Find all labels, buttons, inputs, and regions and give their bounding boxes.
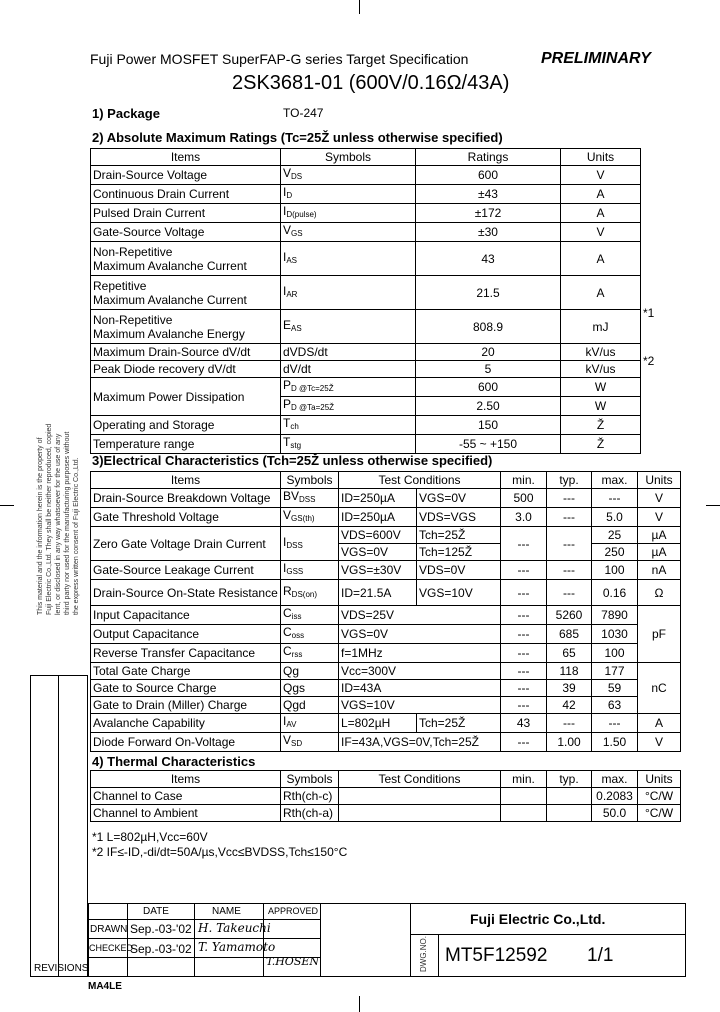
- table-row: Input Capacitance $C_{iss}$ VDS=25V --- 5260 7890 pF: [91, 606, 681, 625]
- table-row: Operating and Storage $T_{ch}$ 150 Ž: [91, 416, 641, 435]
- table-row: Reverse Transfer Capacitance $C_{rss}$ f=1MHz --- 65 100: [91, 644, 681, 663]
- table-row: Avalanche Capability $I_{AV}$ L=802µH Tch=25Ž 43 --- --- A: [91, 714, 681, 733]
- table-row: Peak Diode recovery dV/dt dV/dt 5 kV/us: [91, 361, 641, 378]
- abs-max-table: [90, 148, 641, 454]
- col-items: Items: [91, 149, 281, 166]
- table-row: Pulsed Drain Current $I_{D(pulse)}$ ±172 A: [91, 204, 641, 223]
- registration-mark-left: [0, 505, 14, 506]
- table-row: Non-Repetitive Maximum Avalanche Current $I_{AS}$ 43 A: [91, 242, 641, 276]
- checked-date: Sep.-03-'02: [130, 942, 192, 956]
- thermal-table: Items Symbols Test Conditions min. typ. max. Units Channel to Case Rth(ch-c) 0.2083 °C/W Channel to Ambient Rth(ch-a) 50.0 °C/W: [90, 770, 681, 822]
- thermal-heading: 4) Thermal Characteristics: [92, 754, 256, 769]
- drawing-number: MT5F12592: [445, 945, 548, 966]
- drawn-signature: H. Takeuchi: [198, 921, 271, 935]
- table-row: Drain-Source On-State Resistance $R_{DS(on)}$ ID=21.5A VGS=10V --- --- 0.16 Ω: [91, 580, 681, 606]
- table-row: Channel to Case Rth(ch-c) 0.2083 °C/W: [91, 788, 681, 805]
- col-units: Units: [561, 149, 641, 166]
- approved-signature: T.HOSEN: [266, 955, 320, 968]
- table-row: Output Capacitance $C_{oss}$ VGS=0V --- 685 1030: [91, 625, 681, 644]
- company-name: Fuji Electric Co.,Ltd.: [470, 911, 606, 927]
- package-heading: 1) Package: [92, 106, 160, 121]
- col-symbols: Symbols: [281, 149, 416, 166]
- checked-label: CHECKED: [89, 943, 134, 953]
- table-row: Temperature range $T_{stg}$ -55 ~ +150 Ž: [91, 435, 641, 454]
- elec-heading: 3)Electrical Characteristics (Tch=25Ž unless otherwise specified): [92, 453, 493, 468]
- table-row: Continuous Drain Current $I_D$ ±43 A: [91, 185, 641, 204]
- dwg-label: DWG.NO.: [419, 936, 428, 972]
- package-value: TO-247: [283, 106, 324, 120]
- table-row: Non-Repetitive Maximum Avalanche Energy $E_{AS}$ 808.9 mJ: [91, 310, 641, 344]
- revisions-label: REVISIONS: [34, 963, 89, 974]
- table-row: Drain-Source Breakdown Voltage $BV_{DSS}$ ID=250µA VGS=0V 500 --- --- V: [91, 489, 681, 508]
- note-2: *2 IF≤-ID,-di/dt=50A/µs,Vcc≤BVDSS,Tch≤150°C: [92, 845, 348, 859]
- title-line: Fuji Power MOSFET SuperFAP-G series Target Specification: [90, 51, 469, 67]
- form-code: MA4LE: [88, 981, 122, 992]
- table-row: Drain-Source Voltage $V_{DS}$ 600 V: [91, 166, 641, 185]
- table-row: Channel to Ambient Rth(ch-a) 50.0 °C/W: [91, 805, 681, 822]
- table-row: Gate-Source Leakage Current $I_{GSS}$ VGS=±30V VDS=0V --- --- 100 nA: [91, 561, 681, 580]
- drawn-label: DRAWN: [90, 924, 128, 935]
- revisions-strip: [30, 675, 88, 977]
- table-row: Maximum Drain-Source dV/dt dVDS/dt 20 kV/us: [91, 344, 641, 361]
- note-1: *1 L=802µH,Vcc=60V: [92, 830, 208, 844]
- checked-signature: T. Yamamoto: [198, 940, 276, 954]
- table-row: Total Gate Charge Qg Vcc=300V --- 118 177 nC: [91, 663, 681, 680]
- table-row: Diode Forward On-Voltage $V_{SD}$ IF=43A,VGS=0V,Tch=25Ž --- 1.00 1.50 V: [91, 733, 681, 752]
- preliminary-label: PRELIMINARY: [541, 50, 651, 67]
- table-row: Maximum Power Dissipation $P_{D @Tc=25Ž}$ 600 W: [91, 378, 641, 397]
- table-row: VGS=0V Tch=125Ž 250 µA: [91, 544, 681, 561]
- col-ratings: Ratings: [416, 149, 561, 166]
- abs-max-heading: 2) Absolute Maximum Ratings (Tc=25Ž unless otherwise specified): [92, 130, 503, 145]
- table-row: Gate Threshold Voltage $V_{GS(th)}$ ID=250µA VDS=VGS 3.0 --- 5.0 V: [91, 508, 681, 527]
- drawn-date: Sep.-03-'02: [130, 922, 192, 936]
- approved-header: APPROVED: [268, 906, 319, 916]
- page-number: 1/1: [587, 945, 614, 966]
- table-row: Repetitive Maximum Avalanche Current $I_{AR}$ 21.5 A: [91, 276, 641, 310]
- proprietary-notice: This material and the information herein is the property of Fuji Electric Co.,Ltd. They shall be neither reproduced, copied lent, or disclosed in any way whatsoever for the use of any third party nor used for the manufacturing purposes without the express written consent of Fuji Electric Co.,Ltd.: [37, 423, 80, 615]
- table-row: Gate-Source Voltage $V_{GS}$ ±30 V: [91, 223, 641, 242]
- elec-table: Items Symbols Test Conditions min. typ. max. Units Drain-Source Breakdown Voltage $BV_{DSS}$ ID=250µA VGS=0V 500 --- --- V Gate Threshold Voltage $V_{GS(th)}$ ID=250µA VDS=VGS 3.0 --- 5.0 V Zero Gate Voltage Drain Current $I_{DSS}$ VDS=600V Tch=25Ž --- --- 25 µA VGS=0V Tch=125Ž 250 µA Gate-Source Leakage Current $I_{GSS}$ VGS=±30V VDS=0V --- --- 100 nA Drain-Source On-State Resistance $R_{DS(on)}$ ID=21.5A VGS=10V --- --- 0.16 Ω Input Capacitance $C_{iss}$ VDS=25V --- 5260 7890 pF Output Capacitance $C_{oss}$ VGS=0V --- 685 1030 Reverse Transfer Capacitance $C_{rss}$ f=1MHz --- 65 100 Total Gate Charge Qg Vcc=300V --- 118 177 nC Gate to Source Charge Qgs ID=43A --- 39 59 Gate to Drain (Miller) Charge Qgd VGS=10V --- 42 63 Avalanche Capability $I_{AV}$ L=802µH Tch=25Ž 43 --- --- A Diode Forward On-Voltage $V_{SD}$ IF=43A,VGS=0V,Tch=25Ž --- 1.00 1.50 V: [90, 471, 681, 752]
- revisions-divider: [58, 675, 59, 977]
- table-row: Gate to Drain (Miller) Charge Qgd VGS=10V --- 42 63: [91, 697, 681, 714]
- note-ref-2: *2: [643, 354, 655, 368]
- registration-mark-top: [359, 0, 360, 14]
- table-row: Zero Gate Voltage Drain Current $I_{DSS}$ VDS=600V Tch=25Ž --- --- 25 µA: [91, 527, 681, 544]
- date-header: DATE: [143, 906, 169, 917]
- note-ref-1: *1: [643, 306, 655, 320]
- table-row: $P_{D @Ta=25Ž}$ 2.50 W: [91, 397, 641, 416]
- table-row: Gate to Source Charge Qgs ID=43A --- 39 59: [91, 680, 681, 697]
- registration-mark-right: [706, 505, 720, 506]
- registration-mark-bottom: [359, 996, 360, 1012]
- part-number: 2SK3681-01 (600V/0.16Ω/43A): [232, 72, 510, 94]
- name-header: NAME: [212, 906, 241, 917]
